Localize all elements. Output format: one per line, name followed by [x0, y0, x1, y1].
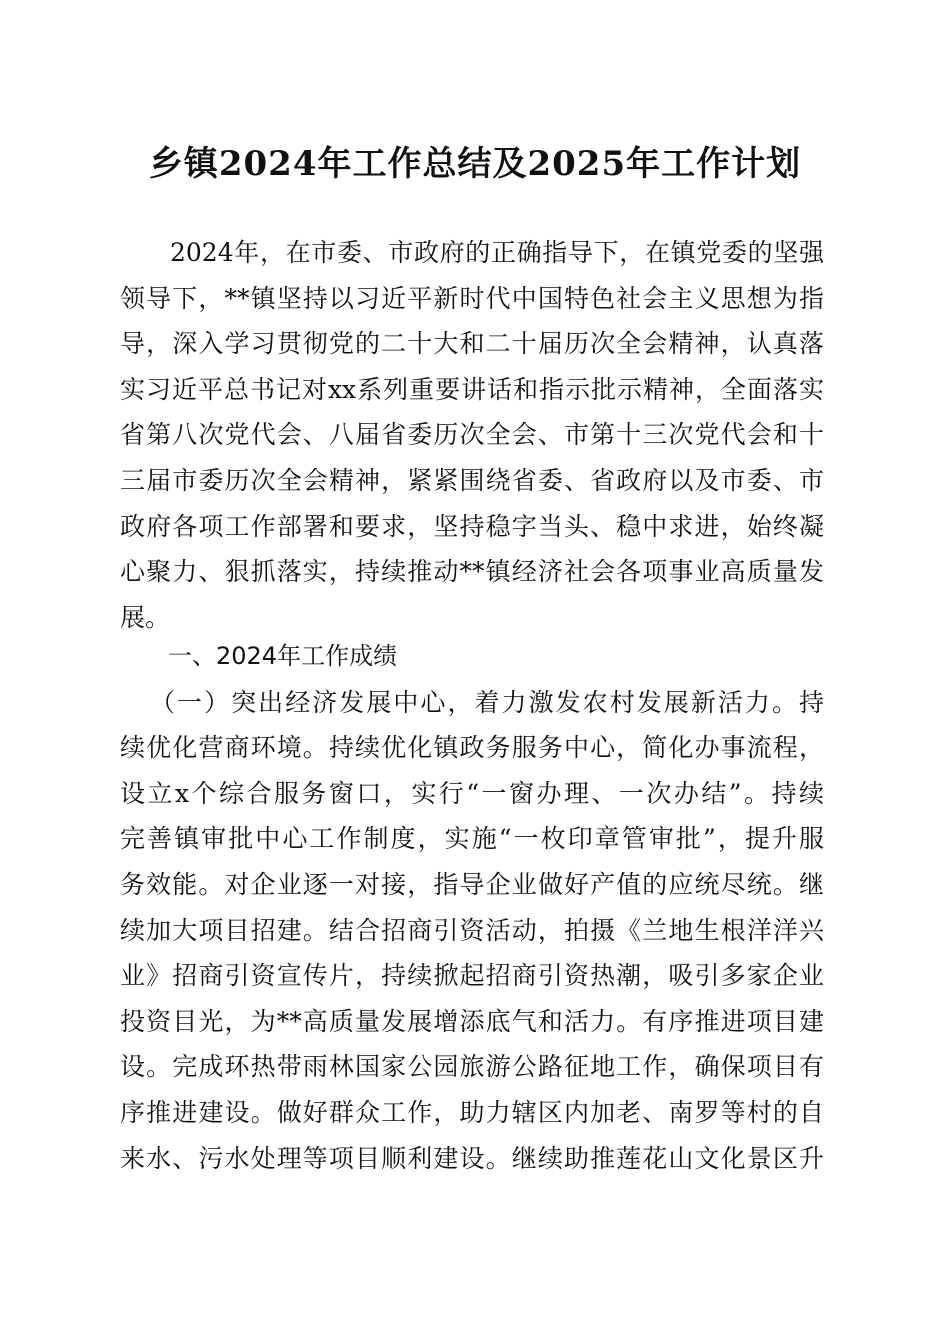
paragraph-line: 省第八次党代会、八届省委历次全会、市第十三次党代会和十	[120, 420, 824, 450]
paragraph-line: 投资目光，为**高质量发展增添底气和活力。有序推进项目建	[120, 1006, 824, 1036]
paragraph-line: 展。	[120, 602, 171, 632]
paragraph-line: 业》招商引资宣传片，持续掀起招商引资热潮，吸引多家企业	[120, 961, 824, 991]
paragraph-line: 完善镇审批中心工作制度，实施“一枚印章管审批”，提升服	[120, 824, 824, 854]
paragraph-line: 三届市委历次全会精神，紧紧围绕省委、省政府以及市委、市	[120, 465, 824, 495]
document-title: 乡镇2024年工作总结及2025年工作计划	[148, 144, 802, 184]
paragraph-line: 续加大项目招建。结合招商引资活动，拍摄《兰地生根洋洋兴	[120, 915, 824, 945]
paragraph-line: 来水、污水处理等项目顺利建设。继续助推莲花山文化景区升	[120, 1143, 824, 1173]
paragraph-line: （一）突出经济发展中心，着力激发农村发展新活力。持	[150, 687, 824, 717]
paragraph-line: 实习近平总书记对xx系列重要讲话和指示批示精神，全面落实	[120, 374, 824, 404]
paragraph-line: 导，深入学习贯彻党的二十大和二十届历次全会精神，认真落	[120, 329, 824, 359]
intro-paragraph	[120, 230, 824, 640]
paragraph-line: 务效能。对企业逐一对接，指导企业做好产值的应统尽统。继	[120, 869, 824, 899]
paragraph-line: 心聚力、狠抓落实，持续推动**镇经济社会各项事业高质量发	[120, 557, 824, 587]
section-heading: 一、2024年工作成绩	[168, 642, 398, 670]
paragraph-line: 设。完成环热带雨林国家公园旅游公路征地工作，确保项目有	[120, 1052, 824, 1082]
paragraph-line: 设立x个综合服务窗口，实行“一窗办理、一次办结”。持续	[120, 778, 824, 808]
section-one	[120, 634, 824, 1181]
paragraph-line: 领导下，**镇坚持以习近平新时代中国特色社会主义思想为指	[120, 283, 824, 313]
paragraph-line: 2024年，在市委、市政府的正确指导下，在镇党委的坚强	[170, 238, 824, 267]
paragraph-line: 政府各项工作部署和要求，坚持稳字当头、稳中求进，始终凝	[120, 511, 824, 541]
paragraph-line: 续优化营商环境。持续优化镇政务服务中心，简化办事流程，	[120, 733, 824, 763]
paragraph-line: 序推进建设。做好群众工作，助力辖区内加老、南罗等村的自	[120, 1097, 824, 1127]
